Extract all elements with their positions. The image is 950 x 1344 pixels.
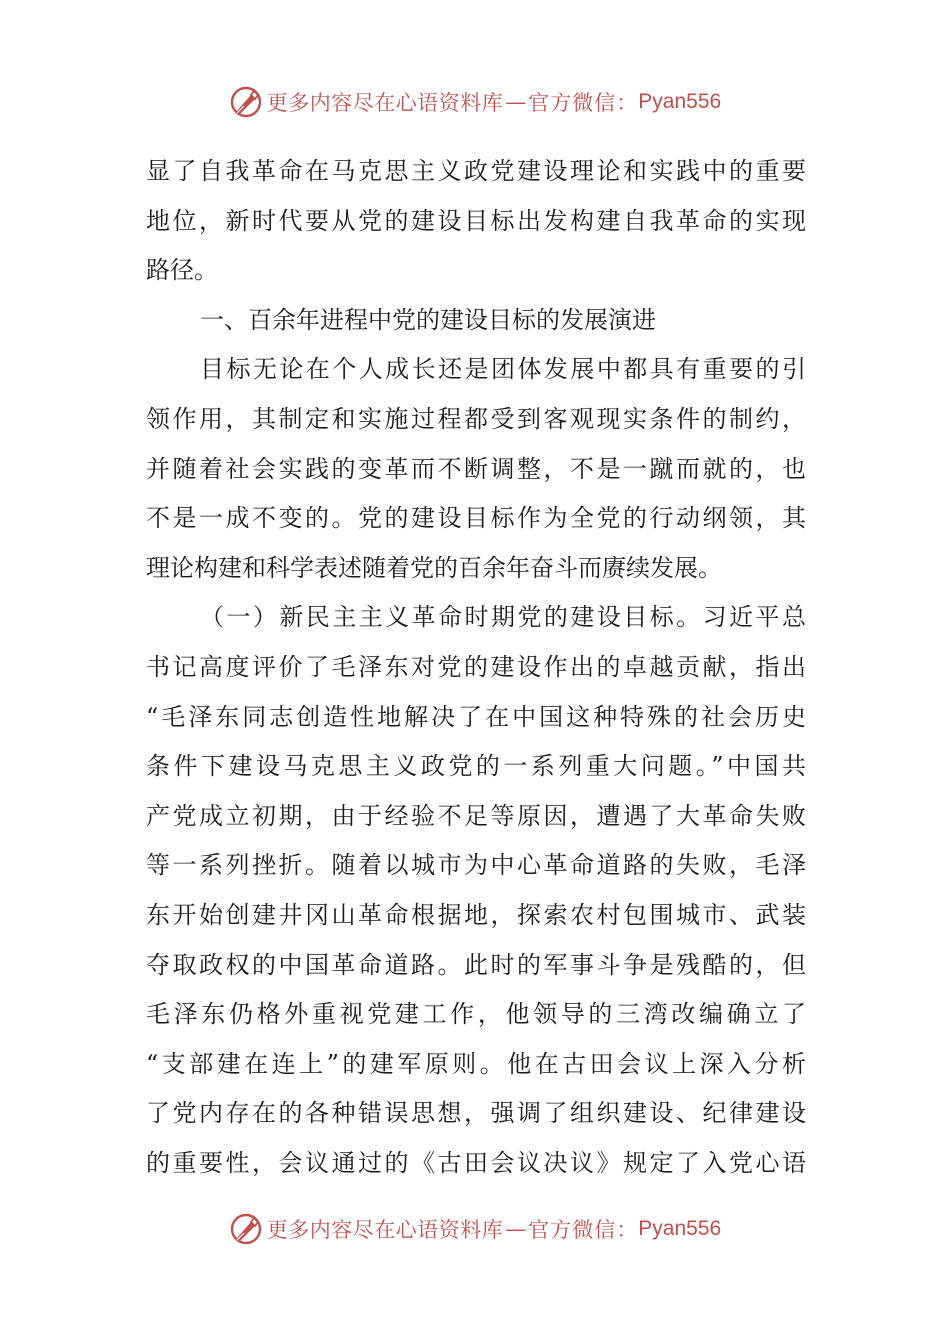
text-line: 夺取政权的中国革命道路。此时的军事斗争是残酷的，但	[146, 950, 806, 979]
banner-brand-text: 更多内容尽在心语资料库	[266, 91, 504, 115]
pen-nib-logo-icon	[229, 1212, 263, 1246]
banner-wechat-id: Pyan556	[638, 1217, 722, 1240]
text-line: 显了自我革命在马克思主义政党建设理论和实践中的重要	[146, 157, 806, 185]
banner-separator: —	[505, 90, 527, 114]
text-line: 产党成立初期，由于经验不足等原因，遭遇了大革命失败	[146, 801, 806, 830]
text-line: 的重要性，会议通过的《古田会议决议》规定了入党心语	[146, 1148, 806, 1177]
section-heading: 一、百余年进程中党的建设目标的发展演进	[200, 305, 656, 334]
text-line: 毛泽东仍格外重视党建工作，他领导的三湾改编确立了	[146, 1000, 806, 1029]
text-line: 了党内存在的各种错误思想，强调了组织建设、纪律建设	[146, 1099, 806, 1128]
text-line: 条件下建设马克思主义政党的一系列重大问题。”中国共	[146, 752, 806, 781]
text-line: 领作用，其制定和实施过程都受到客观现实条件的制约，	[146, 404, 806, 433]
text-line: 等一系列挫折。随着以城市为中心革命道路的失败，毛泽	[146, 851, 806, 880]
text-line: 东开始创建井冈山革命根据地，探索农村包围城市、武装	[146, 900, 806, 929]
banner-brand-text: 更多内容尽在心语资料库	[266, 1218, 504, 1242]
text-line: “支部建在连上”的建军原则。他在古田会议上深入分析	[146, 1049, 806, 1078]
text-line: “毛泽东同志创造性地解决了在中国这种特殊的社会历史	[146, 702, 806, 731]
banner-wechat-label: 官方微信：	[528, 1218, 639, 1242]
header-watermark-banner	[0, 82, 950, 122]
text-line: 并随着社会实践的变革而不断调整，不是一蹴而就的，也	[146, 454, 806, 483]
banner-wechat-label: 官方微信：	[528, 91, 639, 115]
text-line: 目标无论在个人成长还是团体发展中都具有重要的引	[200, 355, 806, 384]
text-line: 理论构建和科学表述随着党的百余年奋斗而赓续发展。	[146, 553, 722, 582]
banner-separator: —	[505, 1217, 527, 1241]
footer-watermark-banner	[0, 1209, 950, 1249]
banner-wechat-id: Pyan556	[638, 90, 722, 113]
text-line: 地位，新时代要从党的建设目标出发构建自我革命的实现	[146, 206, 806, 235]
subsection-line: （一）新民主主义革命时期党的建设目标。习近平总	[200, 603, 806, 632]
text-line: 书记高度评价了毛泽东对党的建设作出的卓越贡献，指出	[146, 652, 806, 681]
pen-nib-logo-icon	[229, 85, 263, 119]
text-line: 不是一成不变的。党的建设目标作为全党的行动纲领，其	[146, 504, 806, 533]
document-body	[146, 147, 806, 1188]
text-line: 路径。	[146, 256, 218, 285]
